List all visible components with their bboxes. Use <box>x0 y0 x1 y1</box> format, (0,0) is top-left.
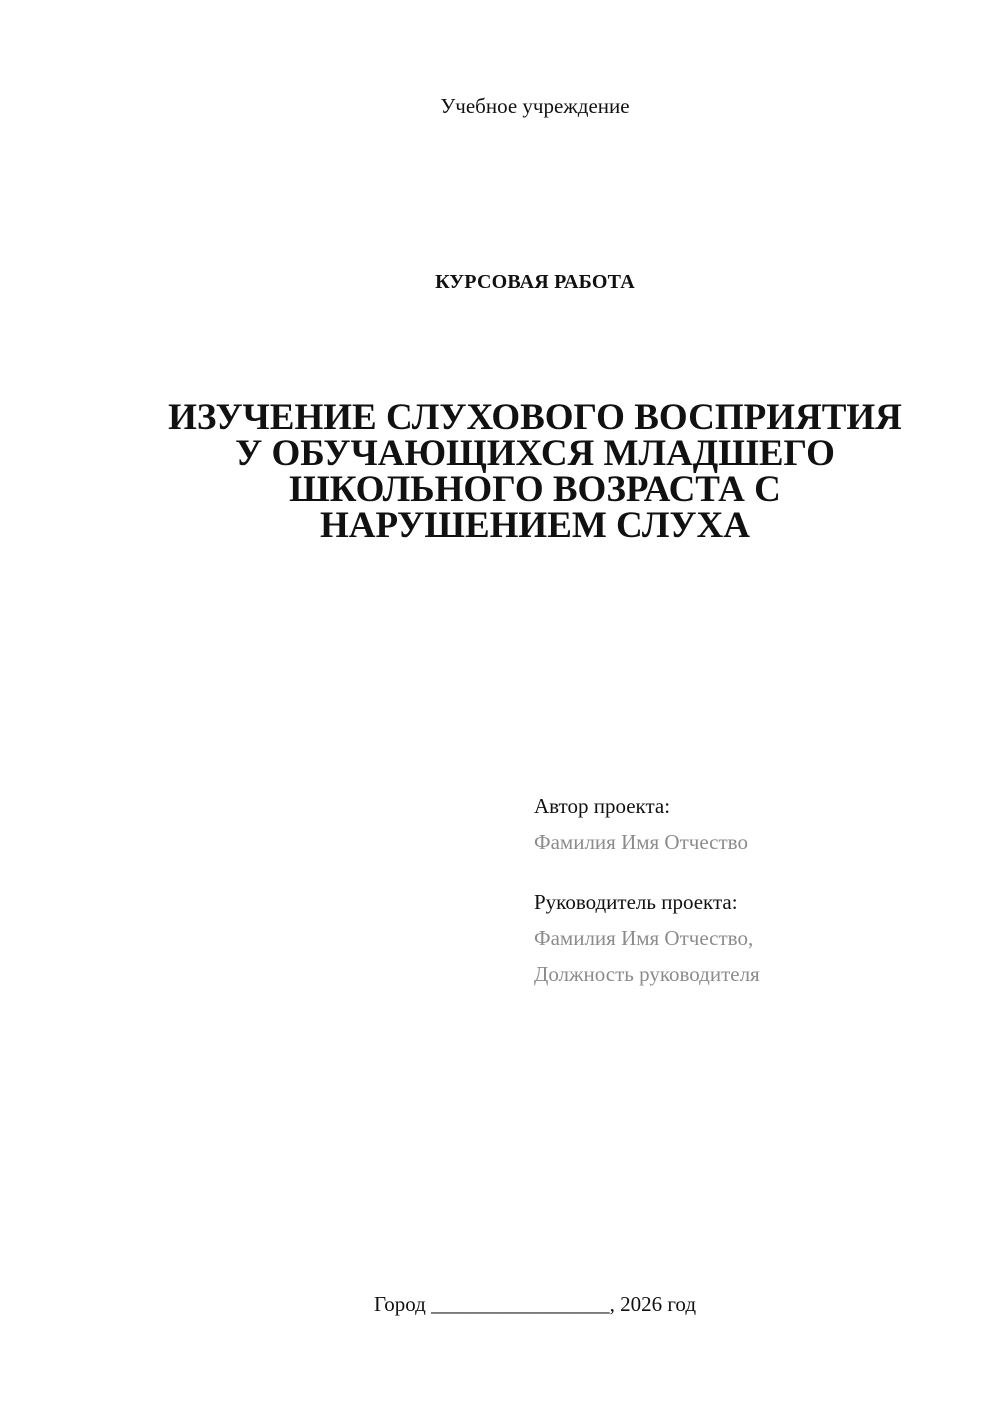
author-name: Фамилия Имя Отчество <box>534 830 748 854</box>
title-line-1: ИЗУЧЕНИЕ СЛУХОВОГО ВОСПРИЯТИЯ <box>168 397 902 438</box>
institution-name: Учебное учреждение <box>440 94 630 118</box>
city-year-line: Город _________________, 2026 год <box>373 1292 697 1316</box>
supervisor-name: Фамилия Имя Отчество, <box>534 926 754 950</box>
title-line-4: НАРУШЕНИЕМ СЛУХА <box>319 505 751 546</box>
document-title <box>130 397 940 546</box>
supervisor-position: Должность руководителя <box>534 962 760 986</box>
project-people-block <box>534 788 974 992</box>
title-line-2: У ОБУЧАЮЩИХСЯ МЛАДШЕГО <box>235 433 835 474</box>
document-type: КУРСОВАЯ РАБОТА <box>435 271 635 293</box>
supervisor-label: Руководитель проекта: <box>534 890 738 914</box>
author-label: Автор проекта: <box>534 794 671 818</box>
people-spacer <box>534 860 974 884</box>
title-line-3: ШКОЛЬНОГО ВОЗРАСТА С <box>289 469 781 510</box>
